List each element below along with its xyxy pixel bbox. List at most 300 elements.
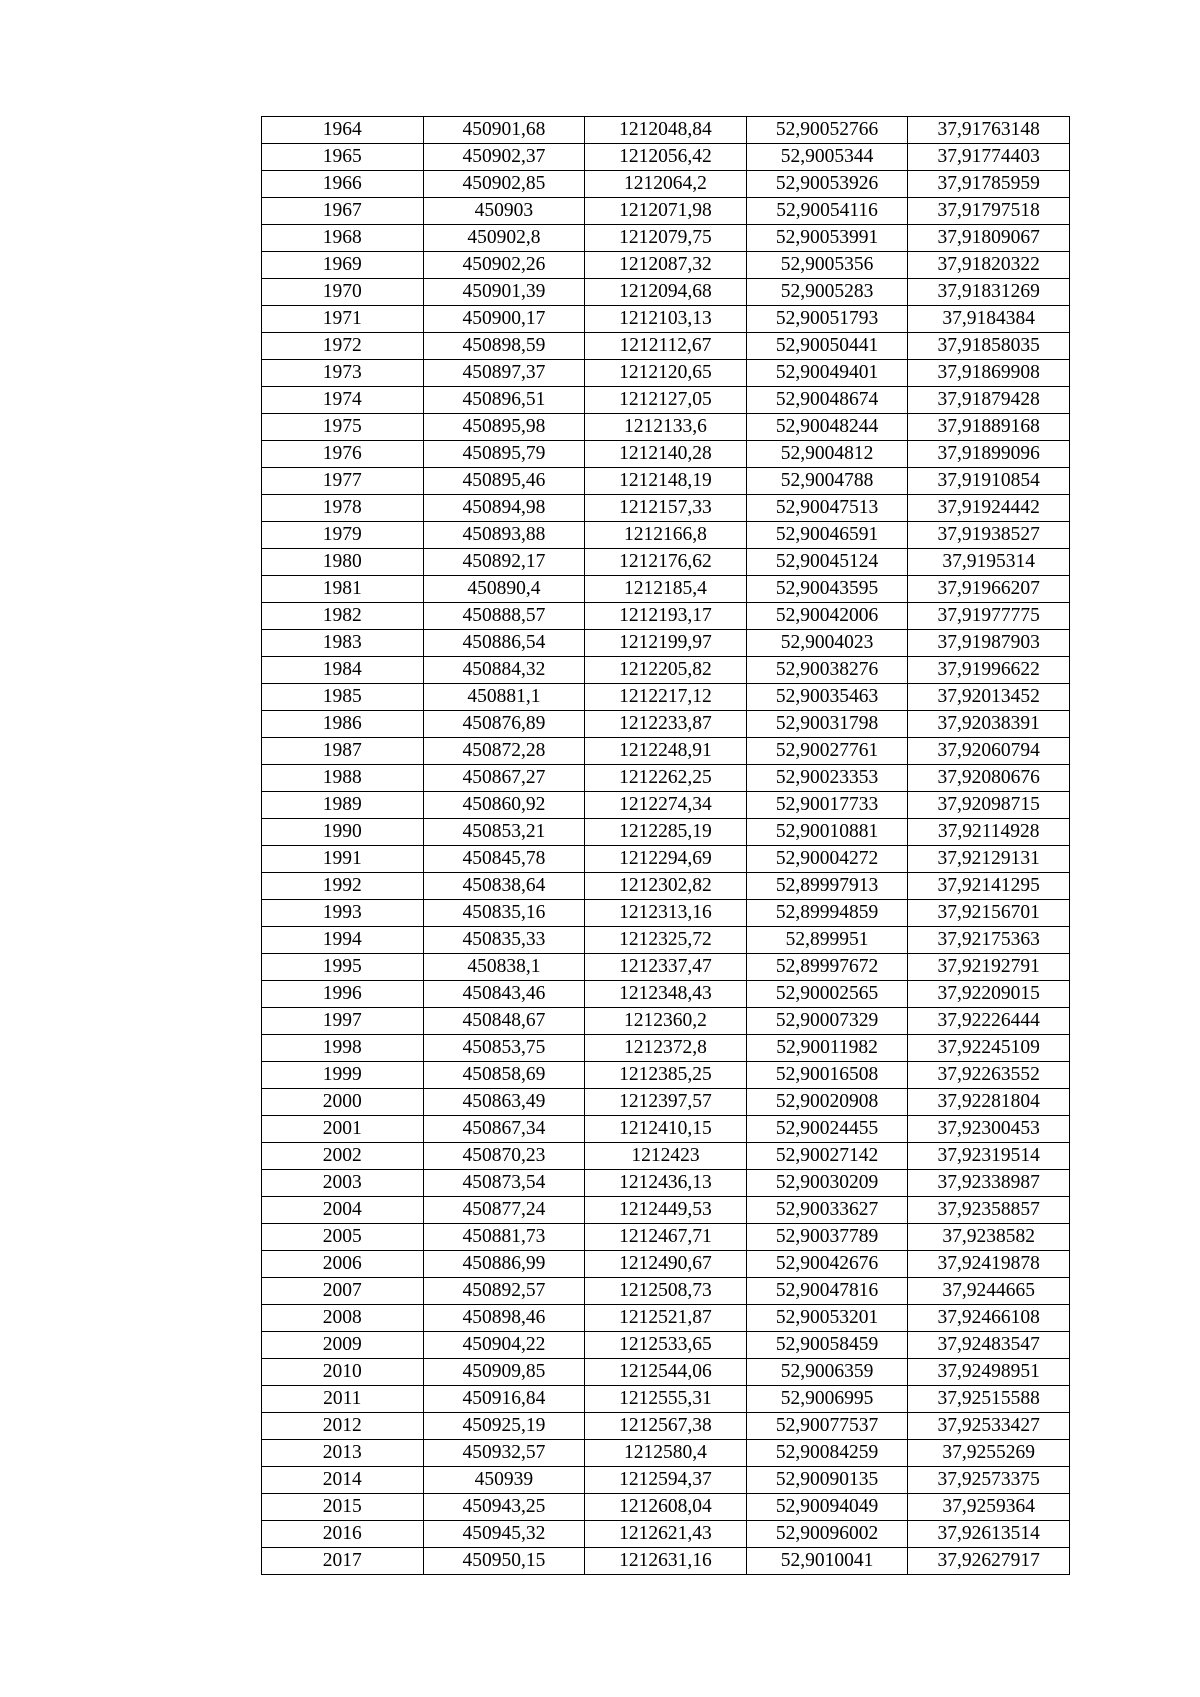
- year-cell: 2017: [262, 1548, 424, 1575]
- year-cell: 1973: [262, 360, 424, 387]
- y-coordinate-cell: 1212325,72: [585, 927, 747, 954]
- table-row: [262, 576, 1070, 603]
- x-coordinate-cell: 450845,78: [423, 846, 585, 873]
- table-row: [262, 333, 1070, 360]
- x-coordinate-cell: 450881,73: [423, 1224, 585, 1251]
- x-coordinate-cell: 450860,92: [423, 792, 585, 819]
- year-cell: 2013: [262, 1440, 424, 1467]
- longitude-cell: 37,91858035: [908, 333, 1070, 360]
- latitude-cell: 52,90002565: [746, 981, 908, 1008]
- latitude-cell: 52,90010881: [746, 819, 908, 846]
- table-row: [262, 360, 1070, 387]
- year-cell: 1998: [262, 1035, 424, 1062]
- x-coordinate-cell: 450835,33: [423, 927, 585, 954]
- year-cell: 2016: [262, 1521, 424, 1548]
- y-coordinate-cell: 1212580,4: [585, 1440, 747, 1467]
- table-row: [262, 1224, 1070, 1251]
- year-cell: 1968: [262, 225, 424, 252]
- x-coordinate-cell: 450901,68: [423, 117, 585, 144]
- y-coordinate-cell: 1212608,04: [585, 1494, 747, 1521]
- table-row: [262, 603, 1070, 630]
- latitude-cell: 52,90043595: [746, 576, 908, 603]
- y-coordinate-cell: 1212544,06: [585, 1359, 747, 1386]
- table-row: [262, 954, 1070, 981]
- y-coordinate-cell: 1212521,87: [585, 1305, 747, 1332]
- longitude-cell: 37,92263552: [908, 1062, 1070, 1089]
- longitude-cell: 37,92226444: [908, 1008, 1070, 1035]
- table-row: [262, 684, 1070, 711]
- table-row: [262, 1467, 1070, 1494]
- table-body: [262, 117, 1070, 1575]
- longitude-cell: 37,91809067: [908, 225, 1070, 252]
- year-cell: 1980: [262, 549, 424, 576]
- longitude-cell: 37,91889168: [908, 414, 1070, 441]
- table-row: [262, 738, 1070, 765]
- table-row: [262, 1197, 1070, 1224]
- latitude-cell: 52,90016508: [746, 1062, 908, 1089]
- latitude-cell: 52,90042006: [746, 603, 908, 630]
- table-row: [262, 1413, 1070, 1440]
- longitude-cell: 37,92466108: [908, 1305, 1070, 1332]
- year-cell: 1987: [262, 738, 424, 765]
- latitude-cell: 52,90050441: [746, 333, 908, 360]
- latitude-cell: 52,90045124: [746, 549, 908, 576]
- table-row: [262, 117, 1070, 144]
- longitude-cell: 37,91879428: [908, 387, 1070, 414]
- longitude-cell: 37,91987903: [908, 630, 1070, 657]
- latitude-cell: 52,90048244: [746, 414, 908, 441]
- y-coordinate-cell: 1212205,82: [585, 657, 747, 684]
- y-coordinate-cell: 1212467,71: [585, 1224, 747, 1251]
- longitude-cell: 37,9244665: [908, 1278, 1070, 1305]
- y-coordinate-cell: 1212157,33: [585, 495, 747, 522]
- year-cell: 1988: [262, 765, 424, 792]
- longitude-cell: 37,92613514: [908, 1521, 1070, 1548]
- y-coordinate-cell: 1212449,53: [585, 1197, 747, 1224]
- year-cell: 1991: [262, 846, 424, 873]
- latitude-cell: 52,90024455: [746, 1116, 908, 1143]
- y-coordinate-cell: 1212621,43: [585, 1521, 747, 1548]
- latitude-cell: 52,90053201: [746, 1305, 908, 1332]
- x-coordinate-cell: 450903: [423, 198, 585, 225]
- y-coordinate-cell: 1212120,65: [585, 360, 747, 387]
- longitude-cell: 37,92483547: [908, 1332, 1070, 1359]
- y-coordinate-cell: 1212385,25: [585, 1062, 747, 1089]
- x-coordinate-cell: 450902,26: [423, 252, 585, 279]
- x-coordinate-cell: 450867,34: [423, 1116, 585, 1143]
- y-coordinate-cell: 1212056,42: [585, 144, 747, 171]
- y-coordinate-cell: 1212094,68: [585, 279, 747, 306]
- longitude-cell: 37,92533427: [908, 1413, 1070, 1440]
- x-coordinate-cell: 450858,69: [423, 1062, 585, 1089]
- table-row: [262, 441, 1070, 468]
- x-coordinate-cell: 450902,85: [423, 171, 585, 198]
- latitude-cell: 52,90046591: [746, 522, 908, 549]
- table-row: [262, 171, 1070, 198]
- x-coordinate-cell: 450895,98: [423, 414, 585, 441]
- y-coordinate-cell: 1212087,32: [585, 252, 747, 279]
- longitude-cell: 37,92141295: [908, 873, 1070, 900]
- x-coordinate-cell: 450873,54: [423, 1170, 585, 1197]
- longitude-cell: 37,9259364: [908, 1494, 1070, 1521]
- latitude-cell: 52,9006359: [746, 1359, 908, 1386]
- x-coordinate-cell: 450896,51: [423, 387, 585, 414]
- latitude-cell: 52,90051793: [746, 306, 908, 333]
- x-coordinate-cell: 450925,19: [423, 1413, 585, 1440]
- y-coordinate-cell: 1212199,97: [585, 630, 747, 657]
- table-row: [262, 1251, 1070, 1278]
- data-table: [261, 116, 1070, 1575]
- latitude-cell: 52,9005344: [746, 144, 908, 171]
- longitude-cell: 37,92129131: [908, 846, 1070, 873]
- table-row: [262, 1143, 1070, 1170]
- y-coordinate-cell: 1212285,19: [585, 819, 747, 846]
- year-cell: 2000: [262, 1089, 424, 1116]
- x-coordinate-cell: 450894,98: [423, 495, 585, 522]
- year-cell: 2002: [262, 1143, 424, 1170]
- longitude-cell: 37,92114928: [908, 819, 1070, 846]
- x-coordinate-cell: 450853,21: [423, 819, 585, 846]
- longitude-cell: 37,91774403: [908, 144, 1070, 171]
- y-coordinate-cell: 1212348,43: [585, 981, 747, 1008]
- longitude-cell: 37,92080676: [908, 765, 1070, 792]
- year-cell: 1972: [262, 333, 424, 360]
- x-coordinate-cell: 450939: [423, 1467, 585, 1494]
- year-cell: 1977: [262, 468, 424, 495]
- longitude-cell: 37,92192791: [908, 954, 1070, 981]
- year-cell: 1967: [262, 198, 424, 225]
- latitude-cell: 52,9004812: [746, 441, 908, 468]
- latitude-cell: 52,90048674: [746, 387, 908, 414]
- longitude-cell: 37,92419878: [908, 1251, 1070, 1278]
- latitude-cell: 52,90084259: [746, 1440, 908, 1467]
- x-coordinate-cell: 450892,17: [423, 549, 585, 576]
- y-coordinate-cell: 1212337,47: [585, 954, 747, 981]
- year-cell: 1984: [262, 657, 424, 684]
- year-cell: 2003: [262, 1170, 424, 1197]
- x-coordinate-cell: 450895,46: [423, 468, 585, 495]
- y-coordinate-cell: 1212294,69: [585, 846, 747, 873]
- x-coordinate-cell: 450895,79: [423, 441, 585, 468]
- latitude-cell: 52,90038276: [746, 657, 908, 684]
- table-row: [262, 306, 1070, 333]
- latitude-cell: 52,9004788: [746, 468, 908, 495]
- year-cell: 2004: [262, 1197, 424, 1224]
- table-row: [262, 522, 1070, 549]
- table-row: [262, 630, 1070, 657]
- table-row: [262, 1278, 1070, 1305]
- year-cell: 1966: [262, 171, 424, 198]
- x-coordinate-cell: 450835,16: [423, 900, 585, 927]
- y-coordinate-cell: 1212567,38: [585, 1413, 747, 1440]
- latitude-cell: 52,90037789: [746, 1224, 908, 1251]
- year-cell: 1983: [262, 630, 424, 657]
- x-coordinate-cell: 450898,59: [423, 333, 585, 360]
- year-cell: 2006: [262, 1251, 424, 1278]
- y-coordinate-cell: 1212302,82: [585, 873, 747, 900]
- table-row: [262, 792, 1070, 819]
- longitude-cell: 37,92038391: [908, 711, 1070, 738]
- longitude-cell: 37,91763148: [908, 117, 1070, 144]
- latitude-cell: 52,90096002: [746, 1521, 908, 1548]
- table-row: [262, 1008, 1070, 1035]
- year-cell: 1971: [262, 306, 424, 333]
- table-row: [262, 387, 1070, 414]
- y-coordinate-cell: 1212423: [585, 1143, 747, 1170]
- table-row: [262, 765, 1070, 792]
- longitude-cell: 37,91996622: [908, 657, 1070, 684]
- y-coordinate-cell: 1212555,31: [585, 1386, 747, 1413]
- y-coordinate-cell: 1212233,87: [585, 711, 747, 738]
- y-coordinate-cell: 1212313,16: [585, 900, 747, 927]
- x-coordinate-cell: 450932,57: [423, 1440, 585, 1467]
- year-cell: 1989: [262, 792, 424, 819]
- x-coordinate-cell: 450848,67: [423, 1008, 585, 1035]
- latitude-cell: 52,899951: [746, 927, 908, 954]
- y-coordinate-cell: 1212262,25: [585, 765, 747, 792]
- year-cell: 1978: [262, 495, 424, 522]
- y-coordinate-cell: 1212631,16: [585, 1548, 747, 1575]
- year-cell: 2012: [262, 1413, 424, 1440]
- year-cell: 1995: [262, 954, 424, 981]
- latitude-cell: 52,9005283: [746, 279, 908, 306]
- year-cell: 1970: [262, 279, 424, 306]
- y-coordinate-cell: 1212166,8: [585, 522, 747, 549]
- latitude-cell: 52,89997672: [746, 954, 908, 981]
- table-row: [262, 927, 1070, 954]
- x-coordinate-cell: 450881,1: [423, 684, 585, 711]
- y-coordinate-cell: 1212372,8: [585, 1035, 747, 1062]
- latitude-cell: 52,9010041: [746, 1548, 908, 1575]
- year-cell: 1996: [262, 981, 424, 1008]
- longitude-cell: 37,91869908: [908, 360, 1070, 387]
- year-cell: 1986: [262, 711, 424, 738]
- longitude-cell: 37,91797518: [908, 198, 1070, 225]
- y-coordinate-cell: 1212193,17: [585, 603, 747, 630]
- year-cell: 2011: [262, 1386, 424, 1413]
- table-row: [262, 1035, 1070, 1062]
- x-coordinate-cell: 450876,89: [423, 711, 585, 738]
- table-row: [262, 819, 1070, 846]
- x-coordinate-cell: 450892,57: [423, 1278, 585, 1305]
- y-coordinate-cell: 1212360,2: [585, 1008, 747, 1035]
- latitude-cell: 52,90052766: [746, 117, 908, 144]
- longitude-cell: 37,9255269: [908, 1440, 1070, 1467]
- table-row: [262, 1521, 1070, 1548]
- y-coordinate-cell: 1212112,67: [585, 333, 747, 360]
- y-coordinate-cell: 1212071,98: [585, 198, 747, 225]
- year-cell: 1965: [262, 144, 424, 171]
- table-row: [262, 144, 1070, 171]
- x-coordinate-cell: 450838,1: [423, 954, 585, 981]
- y-coordinate-cell: 1212185,4: [585, 576, 747, 603]
- table-row: [262, 711, 1070, 738]
- y-coordinate-cell: 1212533,65: [585, 1332, 747, 1359]
- y-coordinate-cell: 1212148,19: [585, 468, 747, 495]
- latitude-cell: 52,90031798: [746, 711, 908, 738]
- year-cell: 1985: [262, 684, 424, 711]
- latitude-cell: 52,9006995: [746, 1386, 908, 1413]
- year-cell: 2007: [262, 1278, 424, 1305]
- longitude-cell: 37,92098715: [908, 792, 1070, 819]
- year-cell: 1981: [262, 576, 424, 603]
- table-row: [262, 198, 1070, 225]
- year-cell: 1964: [262, 117, 424, 144]
- longitude-cell: 37,9184384: [908, 306, 1070, 333]
- x-coordinate-cell: 450901,39: [423, 279, 585, 306]
- table-row: [262, 1386, 1070, 1413]
- longitude-cell: 37,92515588: [908, 1386, 1070, 1413]
- year-cell: 2015: [262, 1494, 424, 1521]
- table-row: [262, 1305, 1070, 1332]
- latitude-cell: 52,90007329: [746, 1008, 908, 1035]
- y-coordinate-cell: 1212248,91: [585, 738, 747, 765]
- year-cell: 1994: [262, 927, 424, 954]
- longitude-cell: 37,92319514: [908, 1143, 1070, 1170]
- latitude-cell: 52,90054116: [746, 198, 908, 225]
- table-row: [262, 414, 1070, 441]
- x-coordinate-cell: 450870,23: [423, 1143, 585, 1170]
- x-coordinate-cell: 450902,37: [423, 144, 585, 171]
- x-coordinate-cell: 450902,8: [423, 225, 585, 252]
- x-coordinate-cell: 450900,17: [423, 306, 585, 333]
- latitude-cell: 52,90047816: [746, 1278, 908, 1305]
- y-coordinate-cell: 1212594,37: [585, 1467, 747, 1494]
- longitude-cell: 37,92175363: [908, 927, 1070, 954]
- latitude-cell: 52,90030209: [746, 1170, 908, 1197]
- y-coordinate-cell: 1212217,12: [585, 684, 747, 711]
- longitude-cell: 37,91785959: [908, 171, 1070, 198]
- table-row: [262, 279, 1070, 306]
- x-coordinate-cell: 450890,4: [423, 576, 585, 603]
- y-coordinate-cell: 1212140,28: [585, 441, 747, 468]
- year-cell: 2005: [262, 1224, 424, 1251]
- x-coordinate-cell: 450838,64: [423, 873, 585, 900]
- longitude-cell: 37,92245109: [908, 1035, 1070, 1062]
- year-cell: 1993: [262, 900, 424, 927]
- table-row: [262, 1089, 1070, 1116]
- x-coordinate-cell: 450950,15: [423, 1548, 585, 1575]
- longitude-cell: 37,92338987: [908, 1170, 1070, 1197]
- table-row: [262, 495, 1070, 522]
- year-cell: 1979: [262, 522, 424, 549]
- year-cell: 2014: [262, 1467, 424, 1494]
- latitude-cell: 52,90017733: [746, 792, 908, 819]
- y-coordinate-cell: 1212127,05: [585, 387, 747, 414]
- table-row: [262, 1440, 1070, 1467]
- latitude-cell: 52,90053991: [746, 225, 908, 252]
- longitude-cell: 37,92281804: [908, 1089, 1070, 1116]
- longitude-cell: 37,92300453: [908, 1116, 1070, 1143]
- longitude-cell: 37,91899096: [908, 441, 1070, 468]
- y-coordinate-cell: 1212103,13: [585, 306, 747, 333]
- x-coordinate-cell: 450893,88: [423, 522, 585, 549]
- table-row: [262, 549, 1070, 576]
- latitude-cell: 52,90020908: [746, 1089, 908, 1116]
- table-row: [262, 900, 1070, 927]
- table-row: [262, 1116, 1070, 1143]
- longitude-cell: 37,92573375: [908, 1467, 1070, 1494]
- longitude-cell: 37,92060794: [908, 738, 1070, 765]
- longitude-cell: 37,91831269: [908, 279, 1070, 306]
- year-cell: 2001: [262, 1116, 424, 1143]
- x-coordinate-cell: 450867,27: [423, 765, 585, 792]
- y-coordinate-cell: 1212176,62: [585, 549, 747, 576]
- table-row: [262, 225, 1070, 252]
- longitude-cell: 37,9238582: [908, 1224, 1070, 1251]
- table-row: [262, 252, 1070, 279]
- year-cell: 1976: [262, 441, 424, 468]
- latitude-cell: 52,90004272: [746, 846, 908, 873]
- longitude-cell: 37,92013452: [908, 684, 1070, 711]
- x-coordinate-cell: 450945,32: [423, 1521, 585, 1548]
- x-coordinate-cell: 450909,85: [423, 1359, 585, 1386]
- table-row: [262, 1062, 1070, 1089]
- x-coordinate-cell: 450884,32: [423, 657, 585, 684]
- latitude-cell: 52,89997913: [746, 873, 908, 900]
- latitude-cell: 52,90058459: [746, 1332, 908, 1359]
- table-row: [262, 1548, 1070, 1575]
- table-row: [262, 1170, 1070, 1197]
- y-coordinate-cell: 1212274,34: [585, 792, 747, 819]
- year-cell: 1982: [262, 603, 424, 630]
- latitude-cell: 52,90027142: [746, 1143, 908, 1170]
- latitude-cell: 52,90053926: [746, 171, 908, 198]
- year-cell: 2010: [262, 1359, 424, 1386]
- x-coordinate-cell: 450916,84: [423, 1386, 585, 1413]
- y-coordinate-cell: 1212490,67: [585, 1251, 747, 1278]
- longitude-cell: 37,92358857: [908, 1197, 1070, 1224]
- x-coordinate-cell: 450877,24: [423, 1197, 585, 1224]
- latitude-cell: 52,9004023: [746, 630, 908, 657]
- latitude-cell: 52,9005356: [746, 252, 908, 279]
- x-coordinate-cell: 450943,25: [423, 1494, 585, 1521]
- latitude-cell: 52,90047513: [746, 495, 908, 522]
- year-cell: 2008: [262, 1305, 424, 1332]
- x-coordinate-cell: 450886,54: [423, 630, 585, 657]
- x-coordinate-cell: 450898,46: [423, 1305, 585, 1332]
- longitude-cell: 37,91820322: [908, 252, 1070, 279]
- longitude-cell: 37,92627917: [908, 1548, 1070, 1575]
- y-coordinate-cell: 1212436,13: [585, 1170, 747, 1197]
- longitude-cell: 37,92209015: [908, 981, 1070, 1008]
- longitude-cell: 37,91966207: [908, 576, 1070, 603]
- latitude-cell: 52,90035463: [746, 684, 908, 711]
- x-coordinate-cell: 450886,99: [423, 1251, 585, 1278]
- table-row: [262, 468, 1070, 495]
- year-cell: 1969: [262, 252, 424, 279]
- y-coordinate-cell: 1212064,2: [585, 171, 747, 198]
- x-coordinate-cell: 450853,75: [423, 1035, 585, 1062]
- year-cell: 1975: [262, 414, 424, 441]
- longitude-cell: 37,9195314: [908, 549, 1070, 576]
- table-row: [262, 1359, 1070, 1386]
- latitude-cell: 52,90011982: [746, 1035, 908, 1062]
- longitude-cell: 37,92156701: [908, 900, 1070, 927]
- latitude-cell: 52,90077537: [746, 1413, 908, 1440]
- year-cell: 1990: [262, 819, 424, 846]
- longitude-cell: 37,92498951: [908, 1359, 1070, 1386]
- latitude-cell: 52,90042676: [746, 1251, 908, 1278]
- latitude-cell: 52,90094049: [746, 1494, 908, 1521]
- table-row: [262, 1494, 1070, 1521]
- table-row: [262, 981, 1070, 1008]
- y-coordinate-cell: 1212410,15: [585, 1116, 747, 1143]
- y-coordinate-cell: 1212079,75: [585, 225, 747, 252]
- longitude-cell: 37,91977775: [908, 603, 1070, 630]
- year-cell: 2009: [262, 1332, 424, 1359]
- x-coordinate-cell: 450863,49: [423, 1089, 585, 1116]
